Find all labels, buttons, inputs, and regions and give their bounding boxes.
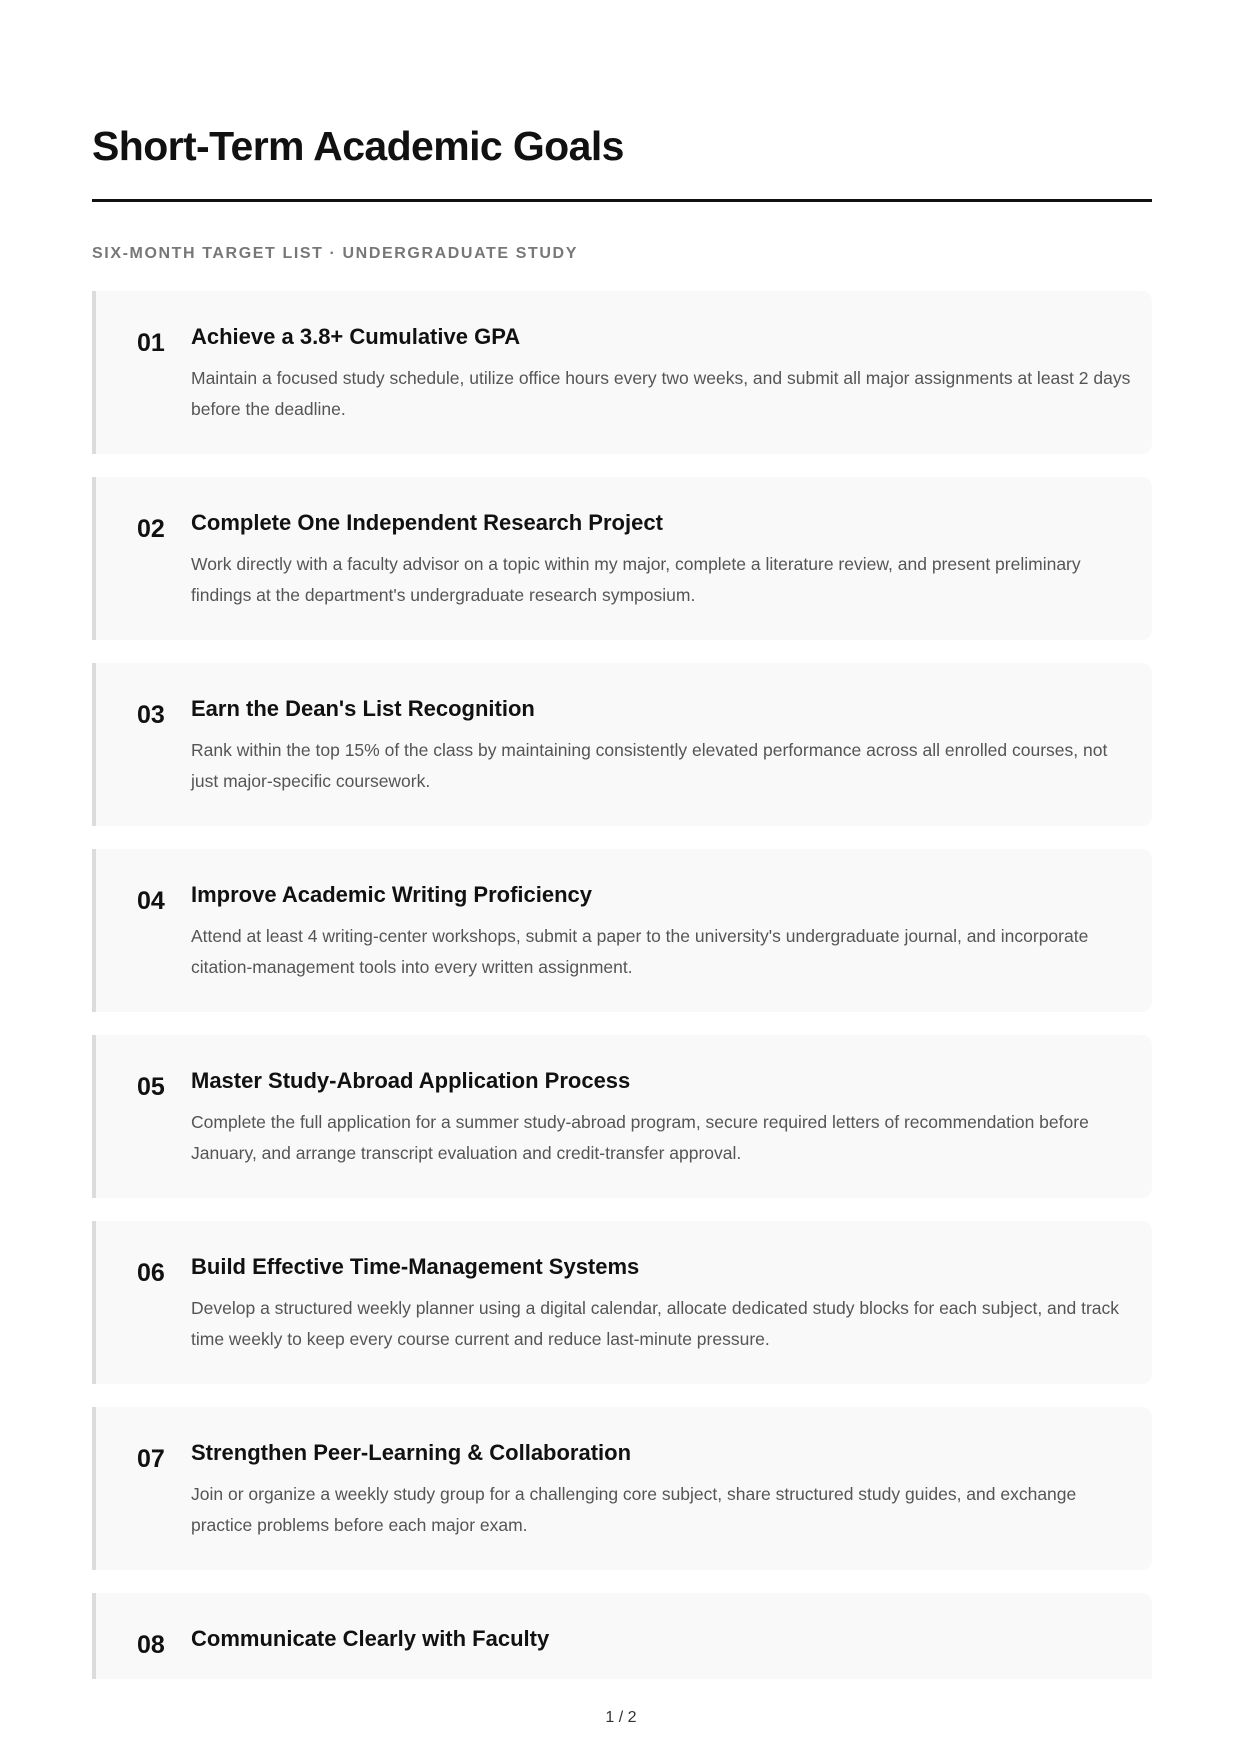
goal-description: Attend at least 4 writing-center workshops, submit a paper to the university's undergraduate journal, and incorporate citation-management tools into every written assignment. xyxy=(191,926,1089,977)
goal-description: Develop a structured weekly planner using a digital calendar, allocate dedicated study blocks for each subject, and track time weekly to keep every course current and reduce last-minute pressure. xyxy=(191,1298,1120,1349)
goal-number: 01 xyxy=(137,329,165,357)
goal-list xyxy=(92,291,1152,1702)
goal-description: Complete the full application for a summer study-abroad program, secure required letters of recommendation before January, and arrange transcript evaluation and credit-transfer approval. xyxy=(191,1112,1089,1163)
goal-title: Master Study-Abroad Application Process xyxy=(191,1068,631,1093)
page-indicator: 1 / 2 xyxy=(605,1709,637,1726)
page-title: Short-Term Academic Goals xyxy=(92,123,624,169)
goal-title: Communicate Clearly with Faculty xyxy=(191,1626,550,1651)
goal-card xyxy=(92,291,1152,454)
goal-number: 08 xyxy=(137,1631,165,1659)
goal-number: 03 xyxy=(137,701,165,729)
goal-title: Improve Academic Writing Proficiency xyxy=(191,882,593,907)
goal-card xyxy=(92,1593,1152,1679)
goal-card xyxy=(92,1221,1152,1384)
goal-description: Maintain a focused study schedule, utilize office hours every two weeks, and submit all major assignments at least 2 days before the deadline. xyxy=(191,368,1131,419)
goal-title: Earn the Dean's List Recognition xyxy=(191,696,535,721)
goal-number: 06 xyxy=(137,1259,165,1287)
goal-number: 02 xyxy=(137,515,165,543)
goal-title: Achieve a 3.8+ Cumulative GPA xyxy=(191,324,521,349)
goal-title: Build Effective Time-Management Systems xyxy=(191,1254,640,1279)
goal-card xyxy=(92,1407,1152,1570)
page-subtitle: SIX-MONTH TARGET LIST · UNDERGRADUATE STUDY xyxy=(92,245,578,262)
goal-title: Complete One Independent Research Project xyxy=(191,510,663,535)
goal-description: Work directly with a faculty advisor on a topic within my major, complete a literature review, and present preliminary findings at the department's undergraduate research symposium. xyxy=(191,554,1081,605)
goal-number: 04 xyxy=(137,887,165,915)
goal-card xyxy=(92,1035,1152,1198)
goal-number: 07 xyxy=(137,1445,165,1473)
goal-description: Join or organize a weekly study group for a challenging core subject, share structured study guides, and exchange practice problems before each major exam. xyxy=(191,1484,1077,1535)
goal-title: Strengthen Peer-Learning & Collaboration xyxy=(191,1440,632,1465)
goal-card xyxy=(92,477,1152,640)
goal-card xyxy=(92,663,1152,826)
title-divider xyxy=(92,199,1152,202)
goal-card xyxy=(92,849,1152,1012)
goal-description: Rank within the top 15% of the class by maintaining consistently elevated performance across all enrolled courses, not just major-specific coursework. xyxy=(191,740,1108,791)
goal-number: 05 xyxy=(137,1073,165,1101)
